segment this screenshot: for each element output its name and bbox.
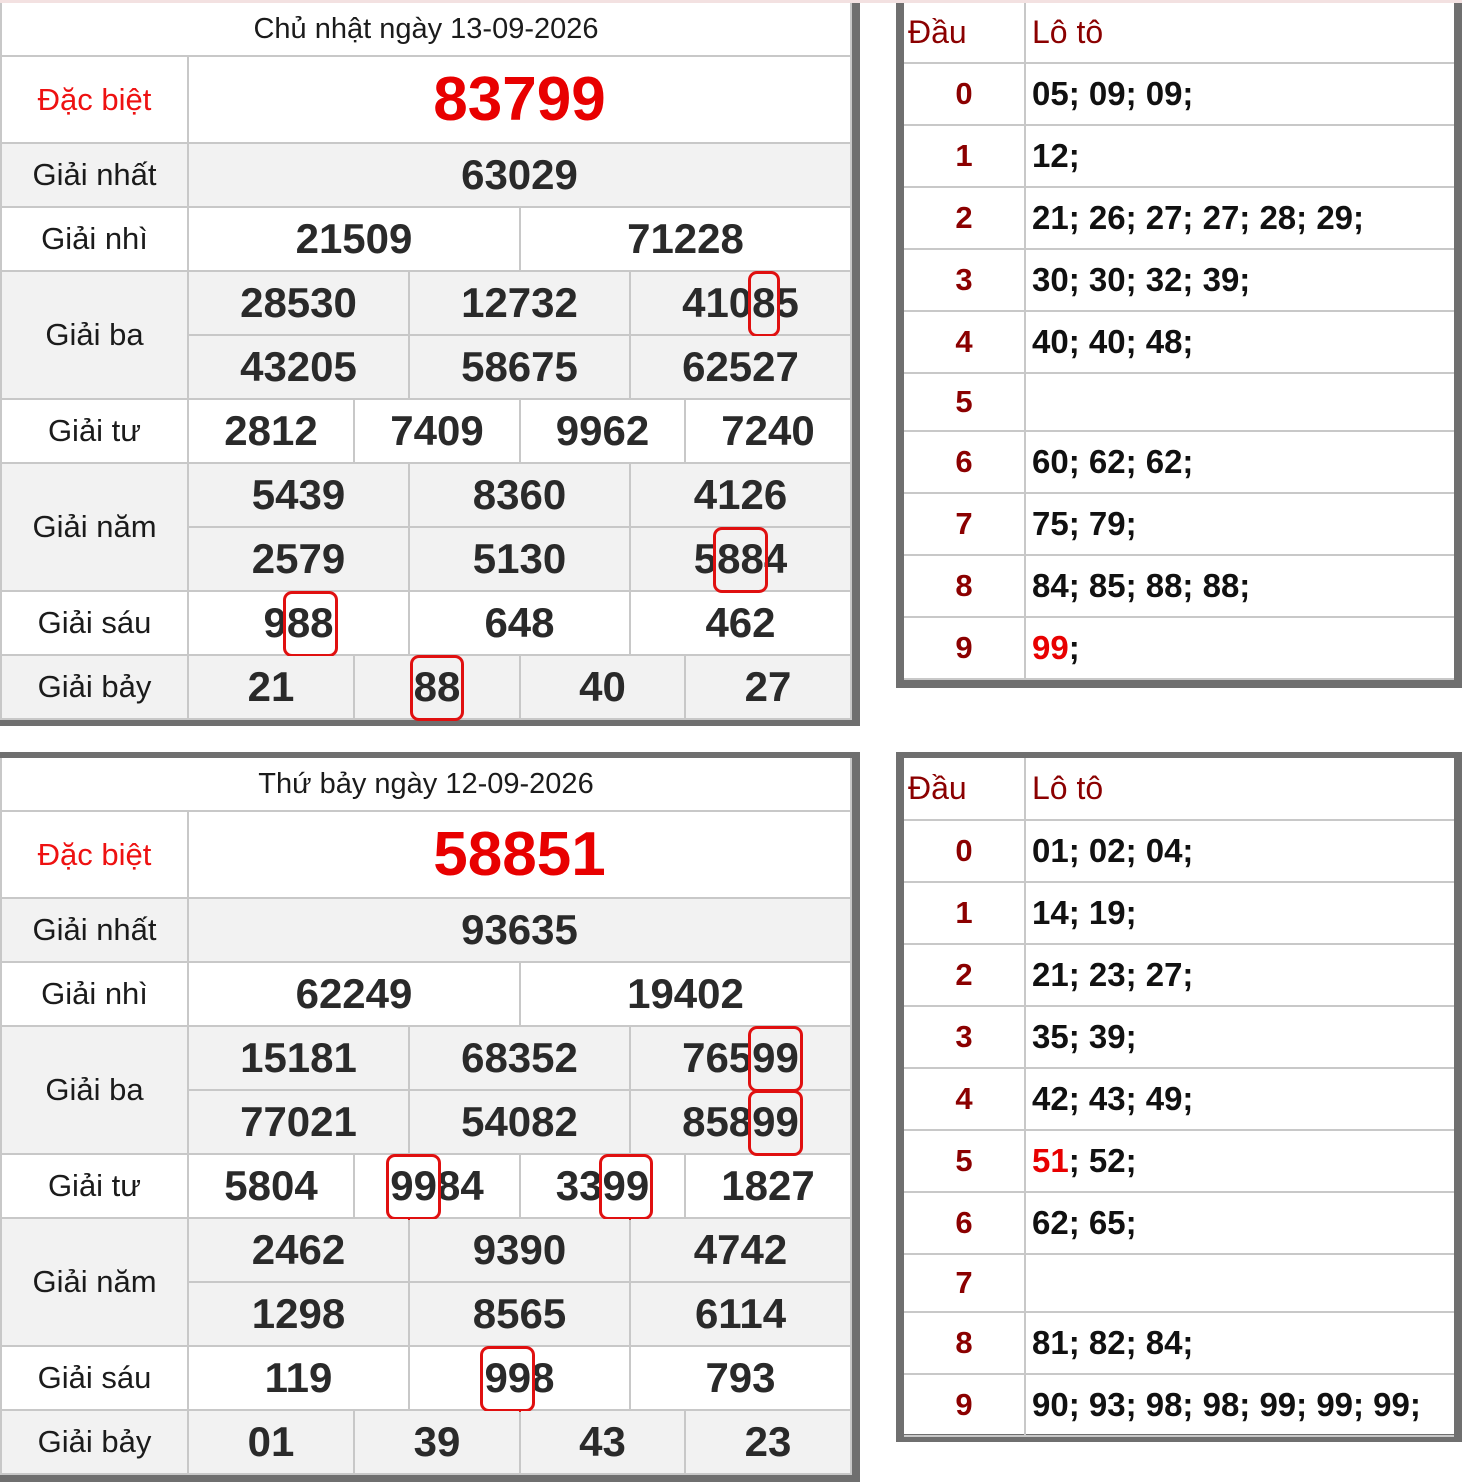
loto-head-digit: 1 bbox=[904, 125, 1025, 187]
highlight-ring: 99 bbox=[752, 1098, 799, 1145]
fifth-prize-number: 1298 bbox=[188, 1282, 409, 1346]
fifth-prize-number: 2579 bbox=[188, 527, 409, 591]
draw-date: Chủ nhật ngày 13-09-2026 bbox=[1, 3, 851, 56]
sixth-prize-number: 793 bbox=[630, 1346, 851, 1410]
highlight-ring: 88 bbox=[717, 535, 764, 582]
loto-column-title: Lô tô bbox=[1025, 758, 1454, 820]
fifth-prize-number: 8360 bbox=[409, 463, 630, 527]
loto-head-digit: 4 bbox=[904, 311, 1025, 373]
highlight-ring: 88 bbox=[413, 663, 461, 710]
loto-head-digit: 1 bbox=[904, 882, 1025, 944]
loto-values: 14; 19; bbox=[1025, 882, 1454, 944]
third-prize-number: 58675 bbox=[409, 335, 630, 399]
label-third-prize: Giải ba bbox=[1, 1026, 188, 1154]
loto-head-digit: 6 bbox=[904, 431, 1025, 493]
head-column-title: Đầu bbox=[904, 3, 1025, 63]
fourth-prize-number: 2812 bbox=[188, 399, 354, 463]
loto-head-digit: 3 bbox=[904, 249, 1025, 311]
fifth-prize-number: 5439 bbox=[188, 463, 409, 527]
loto-column-title: Lô tô bbox=[1025, 3, 1454, 63]
label-fourth-prize: Giải tư bbox=[1, 1154, 188, 1218]
fifth-prize-number: 4742 bbox=[630, 1218, 851, 1282]
loto-values: 60; 62; 62; bbox=[1025, 431, 1454, 493]
loto-values: 62; 65; bbox=[1025, 1192, 1454, 1254]
third-prize-number: 54082 bbox=[409, 1090, 630, 1154]
loto-head-digit: 5 bbox=[904, 1130, 1025, 1192]
fourth-prize-number: 7409 bbox=[354, 399, 520, 463]
fifth-prize-number: 9390 bbox=[409, 1218, 630, 1282]
loto-head-digit: 5 bbox=[904, 373, 1025, 431]
fifth-prize-number: 2462 bbox=[188, 1218, 409, 1282]
sixth-prize-number: 648 bbox=[409, 591, 630, 655]
loto-values: 81; 82; 84; bbox=[1025, 1312, 1454, 1374]
head-column-title: Đầu bbox=[904, 758, 1025, 820]
label-special-prize: Đặc biệt bbox=[1, 56, 188, 143]
loto-values: 12; bbox=[1025, 125, 1454, 187]
fifth-prize-number: 8565 bbox=[409, 1282, 630, 1346]
seventh-prize-number: 43 bbox=[520, 1410, 685, 1474]
fifth-prize-number: 6114 bbox=[630, 1282, 851, 1346]
seventh-prize-number: 23 bbox=[685, 1410, 851, 1474]
second-prize-number: 71228 bbox=[520, 207, 851, 271]
loto-head-digit: 6 bbox=[904, 1192, 1025, 1254]
highlight-ring: 8 bbox=[752, 279, 776, 326]
loto-head-digit: 2 bbox=[904, 944, 1025, 1006]
loto-values: 51; 52; bbox=[1025, 1130, 1454, 1192]
loto-values: 84; 85; 88; 88; bbox=[1025, 555, 1454, 617]
fifth-prize-number: 5130 bbox=[409, 527, 630, 591]
third-prize-number: 15181 bbox=[188, 1026, 409, 1090]
fourth-prize-number: 5804 bbox=[188, 1154, 354, 1218]
loto-values: 90; 93; 98; 98; 99; 99; 99; bbox=[1025, 1374, 1454, 1436]
result-table-draw-1 bbox=[0, 3, 860, 726]
loto-table-draw-1 bbox=[896, 3, 1462, 688]
sixth-prize-number: 119 bbox=[188, 1346, 409, 1410]
seventh-prize-number: 21 bbox=[188, 655, 354, 719]
label-sixth-prize: Giải sáu bbox=[1, 591, 188, 655]
loto-values: 30; 30; 32; 39; bbox=[1025, 249, 1454, 311]
seventh-prize-number-highlighted bbox=[354, 655, 520, 719]
loto-table-draw-2 bbox=[896, 752, 1462, 1442]
loto-head-digit: 0 bbox=[904, 820, 1025, 882]
label-seventh-prize: Giải bảy bbox=[1, 655, 188, 719]
sixth-prize-number-highlighted: 998 bbox=[409, 1346, 630, 1410]
seventh-prize-number: 39 bbox=[354, 1410, 520, 1474]
special-prize-number: 58851 bbox=[188, 811, 851, 898]
fifth-prize-number-highlighted: 5884 bbox=[630, 527, 851, 591]
third-prize-number-highlighted: 85899 bbox=[630, 1090, 851, 1154]
loto-head-digit: 0 bbox=[904, 63, 1025, 125]
label-fourth-prize: Giải tư bbox=[1, 399, 188, 463]
loto-head-digit: 9 bbox=[904, 617, 1025, 679]
seventh-prize-number: 27 bbox=[685, 655, 851, 719]
special-loto-value: 99 bbox=[1032, 629, 1069, 666]
loto-values: 99; bbox=[1025, 617, 1454, 679]
third-prize-number: 77021 bbox=[188, 1090, 409, 1154]
label-fifth-prize: Giải năm bbox=[1, 463, 188, 591]
label-first-prize: Giải nhất bbox=[1, 143, 188, 207]
third-prize-number-highlighted: 41085 bbox=[630, 271, 851, 335]
highlight-ring: 99 bbox=[752, 1034, 799, 1081]
second-prize-number: 21509 bbox=[188, 207, 520, 271]
label-seventh-prize: Giải bảy bbox=[1, 1410, 188, 1474]
fifth-prize-number: 4126 bbox=[630, 463, 851, 527]
label-third-prize: Giải ba bbox=[1, 271, 188, 399]
fourth-prize-number: 7240 bbox=[685, 399, 851, 463]
loto-values: 21; 23; 27; bbox=[1025, 944, 1454, 1006]
third-prize-number: 28530 bbox=[188, 271, 409, 335]
loto-values: 01; 02; 04; bbox=[1025, 820, 1454, 882]
loto-values: 42; 43; 49; bbox=[1025, 1068, 1454, 1130]
label-fifth-prize: Giải năm bbox=[1, 1218, 188, 1346]
loto-head-digit: 8 bbox=[904, 555, 1025, 617]
loto-values: 35; 39; bbox=[1025, 1006, 1454, 1068]
loto-values: 05; 09; 09; bbox=[1025, 63, 1454, 125]
fourth-prize-number: 1827 bbox=[685, 1154, 851, 1218]
label-first-prize: Giải nhất bbox=[1, 898, 188, 962]
loto-values bbox=[1025, 1254, 1454, 1312]
second-prize-number: 62249 bbox=[188, 962, 520, 1026]
loto-head-digit: 9 bbox=[904, 1374, 1025, 1436]
loto-head-digit: 4 bbox=[904, 1068, 1025, 1130]
sixth-prize-number: 462 bbox=[630, 591, 851, 655]
loto-head-digit: 3 bbox=[904, 1006, 1025, 1068]
third-prize-number: 12732 bbox=[409, 271, 630, 335]
first-prize-number: 93635 bbox=[188, 898, 851, 962]
result-table-draw-2 bbox=[0, 752, 860, 1482]
sixth-prize-number-highlighted: 988 bbox=[188, 591, 409, 655]
loto-values: 40; 40; 48; bbox=[1025, 311, 1454, 373]
loto-head-digit: 8 bbox=[904, 1312, 1025, 1374]
fourth-prize-number-highlighted: 3399 bbox=[520, 1154, 685, 1218]
label-sixth-prize: Giải sáu bbox=[1, 1346, 188, 1410]
fourth-prize-number-highlighted: 9984 bbox=[354, 1154, 520, 1218]
special-prize-number: 83799 bbox=[188, 56, 851, 143]
seventh-prize-number: 01 bbox=[188, 1410, 354, 1474]
highlight-ring: 99 bbox=[390, 1162, 437, 1209]
draw-date: Thứ bảy ngày 12-09-2026 bbox=[1, 758, 851, 811]
loto-head-digit: 7 bbox=[904, 493, 1025, 555]
third-prize-number: 43205 bbox=[188, 335, 409, 399]
highlight-ring: 88 bbox=[286, 599, 334, 646]
loto-values: 21; 26; 27; 27; 28; 29; bbox=[1025, 187, 1454, 249]
second-prize-number: 19402 bbox=[520, 962, 851, 1026]
highlight-ring: 99 bbox=[484, 1354, 532, 1401]
highlight-ring: 99 bbox=[602, 1162, 650, 1209]
third-prize-number: 68352 bbox=[409, 1026, 630, 1090]
special-loto-value: 51 bbox=[1032, 1142, 1069, 1179]
seventh-prize-number: 40 bbox=[520, 655, 685, 719]
label-special-prize: Đặc biệt bbox=[1, 811, 188, 898]
third-prize-number-highlighted: 76599 bbox=[630, 1026, 851, 1090]
fourth-prize-number: 9962 bbox=[520, 399, 685, 463]
loto-values bbox=[1025, 373, 1454, 431]
third-prize-number: 62527 bbox=[630, 335, 851, 399]
label-second-prize: Giải nhì bbox=[1, 962, 188, 1026]
loto-head-digit: 2 bbox=[904, 187, 1025, 249]
loto-values: 75; 79; bbox=[1025, 493, 1454, 555]
loto-head-digit: 7 bbox=[904, 1254, 1025, 1312]
label-second-prize: Giải nhì bbox=[1, 207, 188, 271]
first-prize-number: 63029 bbox=[188, 143, 851, 207]
